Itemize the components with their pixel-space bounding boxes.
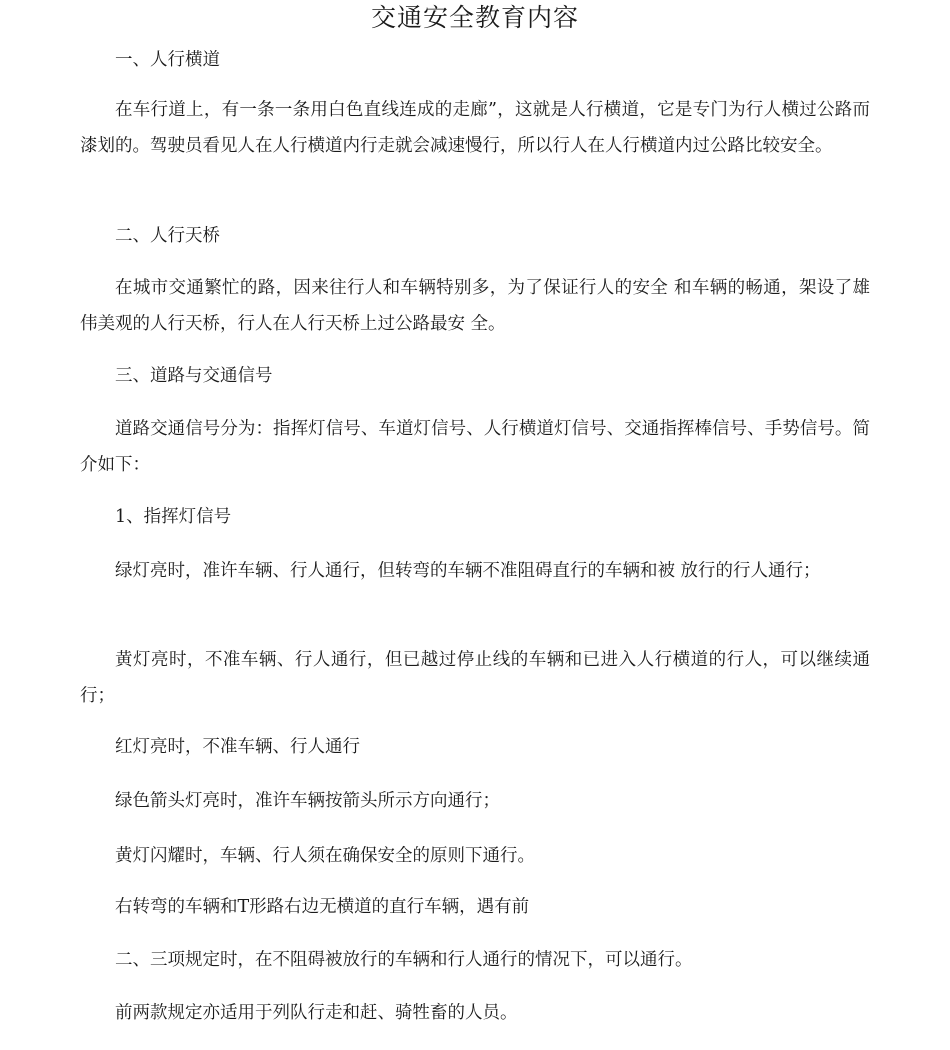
paragraph-marching-herding: 前两款规定亦适用于列队行走和赶、骑牲畜的人员。 (115, 1003, 518, 1023)
section-heading-footbridge: 二、人行天桥 (115, 226, 220, 246)
paragraph-rules-two-three: 二、三项规定时，在不阻碍被放行的车辆和行人通行的情况下，可以通行。 (115, 950, 693, 970)
paragraph-crosswalk: 在车行道上，有一条一条用白色直线连成的走廊”，这就是人行横道，它是专门为行人横过公路而漆划的。驾驶员看见人在人行横道内行走就会减速慢行，所以行人在人行横道内过公路比较安全。 (80, 100, 870, 156)
subheading-command-light: 1、指挥灯信号 (115, 507, 232, 527)
paragraph-green-light: 绿灯亮时，准许车辆、行人通行，但转弯的车辆不准阻碍直行的车辆和被 放行的行人通行； (115, 561, 821, 581)
paragraph-yellow-flashing: 黄灯闪耀时，车辆、行人须在确保安全的原则下通行。 (115, 846, 535, 866)
paragraph-yellow-light: 黄灯亮时，不准车辆、行人通行，但已越过停止线的车辆和已进入人行横道的行人，可以继续通行； (80, 650, 870, 706)
section-heading-traffic-signals: 三、道路与交通信号 (115, 366, 273, 386)
paragraph-signal-types: 道路交通信号分为：指挥灯信号、车道灯信号、人行横道灯信号、交通指挥棒信号、手势信号。简介如下： (80, 419, 870, 475)
paragraph-red-light: 红灯亮时，不准车辆、行人通行 (115, 737, 360, 757)
paragraph-right-turn: 右转弯的车辆和T形路右边无横道的直行车辆，遇有前 (115, 897, 530, 917)
document-title: 交通安全教育内容 (370, 3, 579, 32)
paragraph-green-arrow: 绿色箭头灯亮时，准许车辆按箭头所示方向通行； (115, 791, 500, 811)
paragraph-footbridge: 在城市交通繁忙的路，因来往行人和车辆特别多，为了保证行人的安全 和车辆的畅通，架设了雄伟美观的人行天桥，行人在人行天桥上过公路最安 全。 (80, 278, 870, 334)
section-heading-crosswalk: 一、人行横道 (115, 50, 220, 70)
